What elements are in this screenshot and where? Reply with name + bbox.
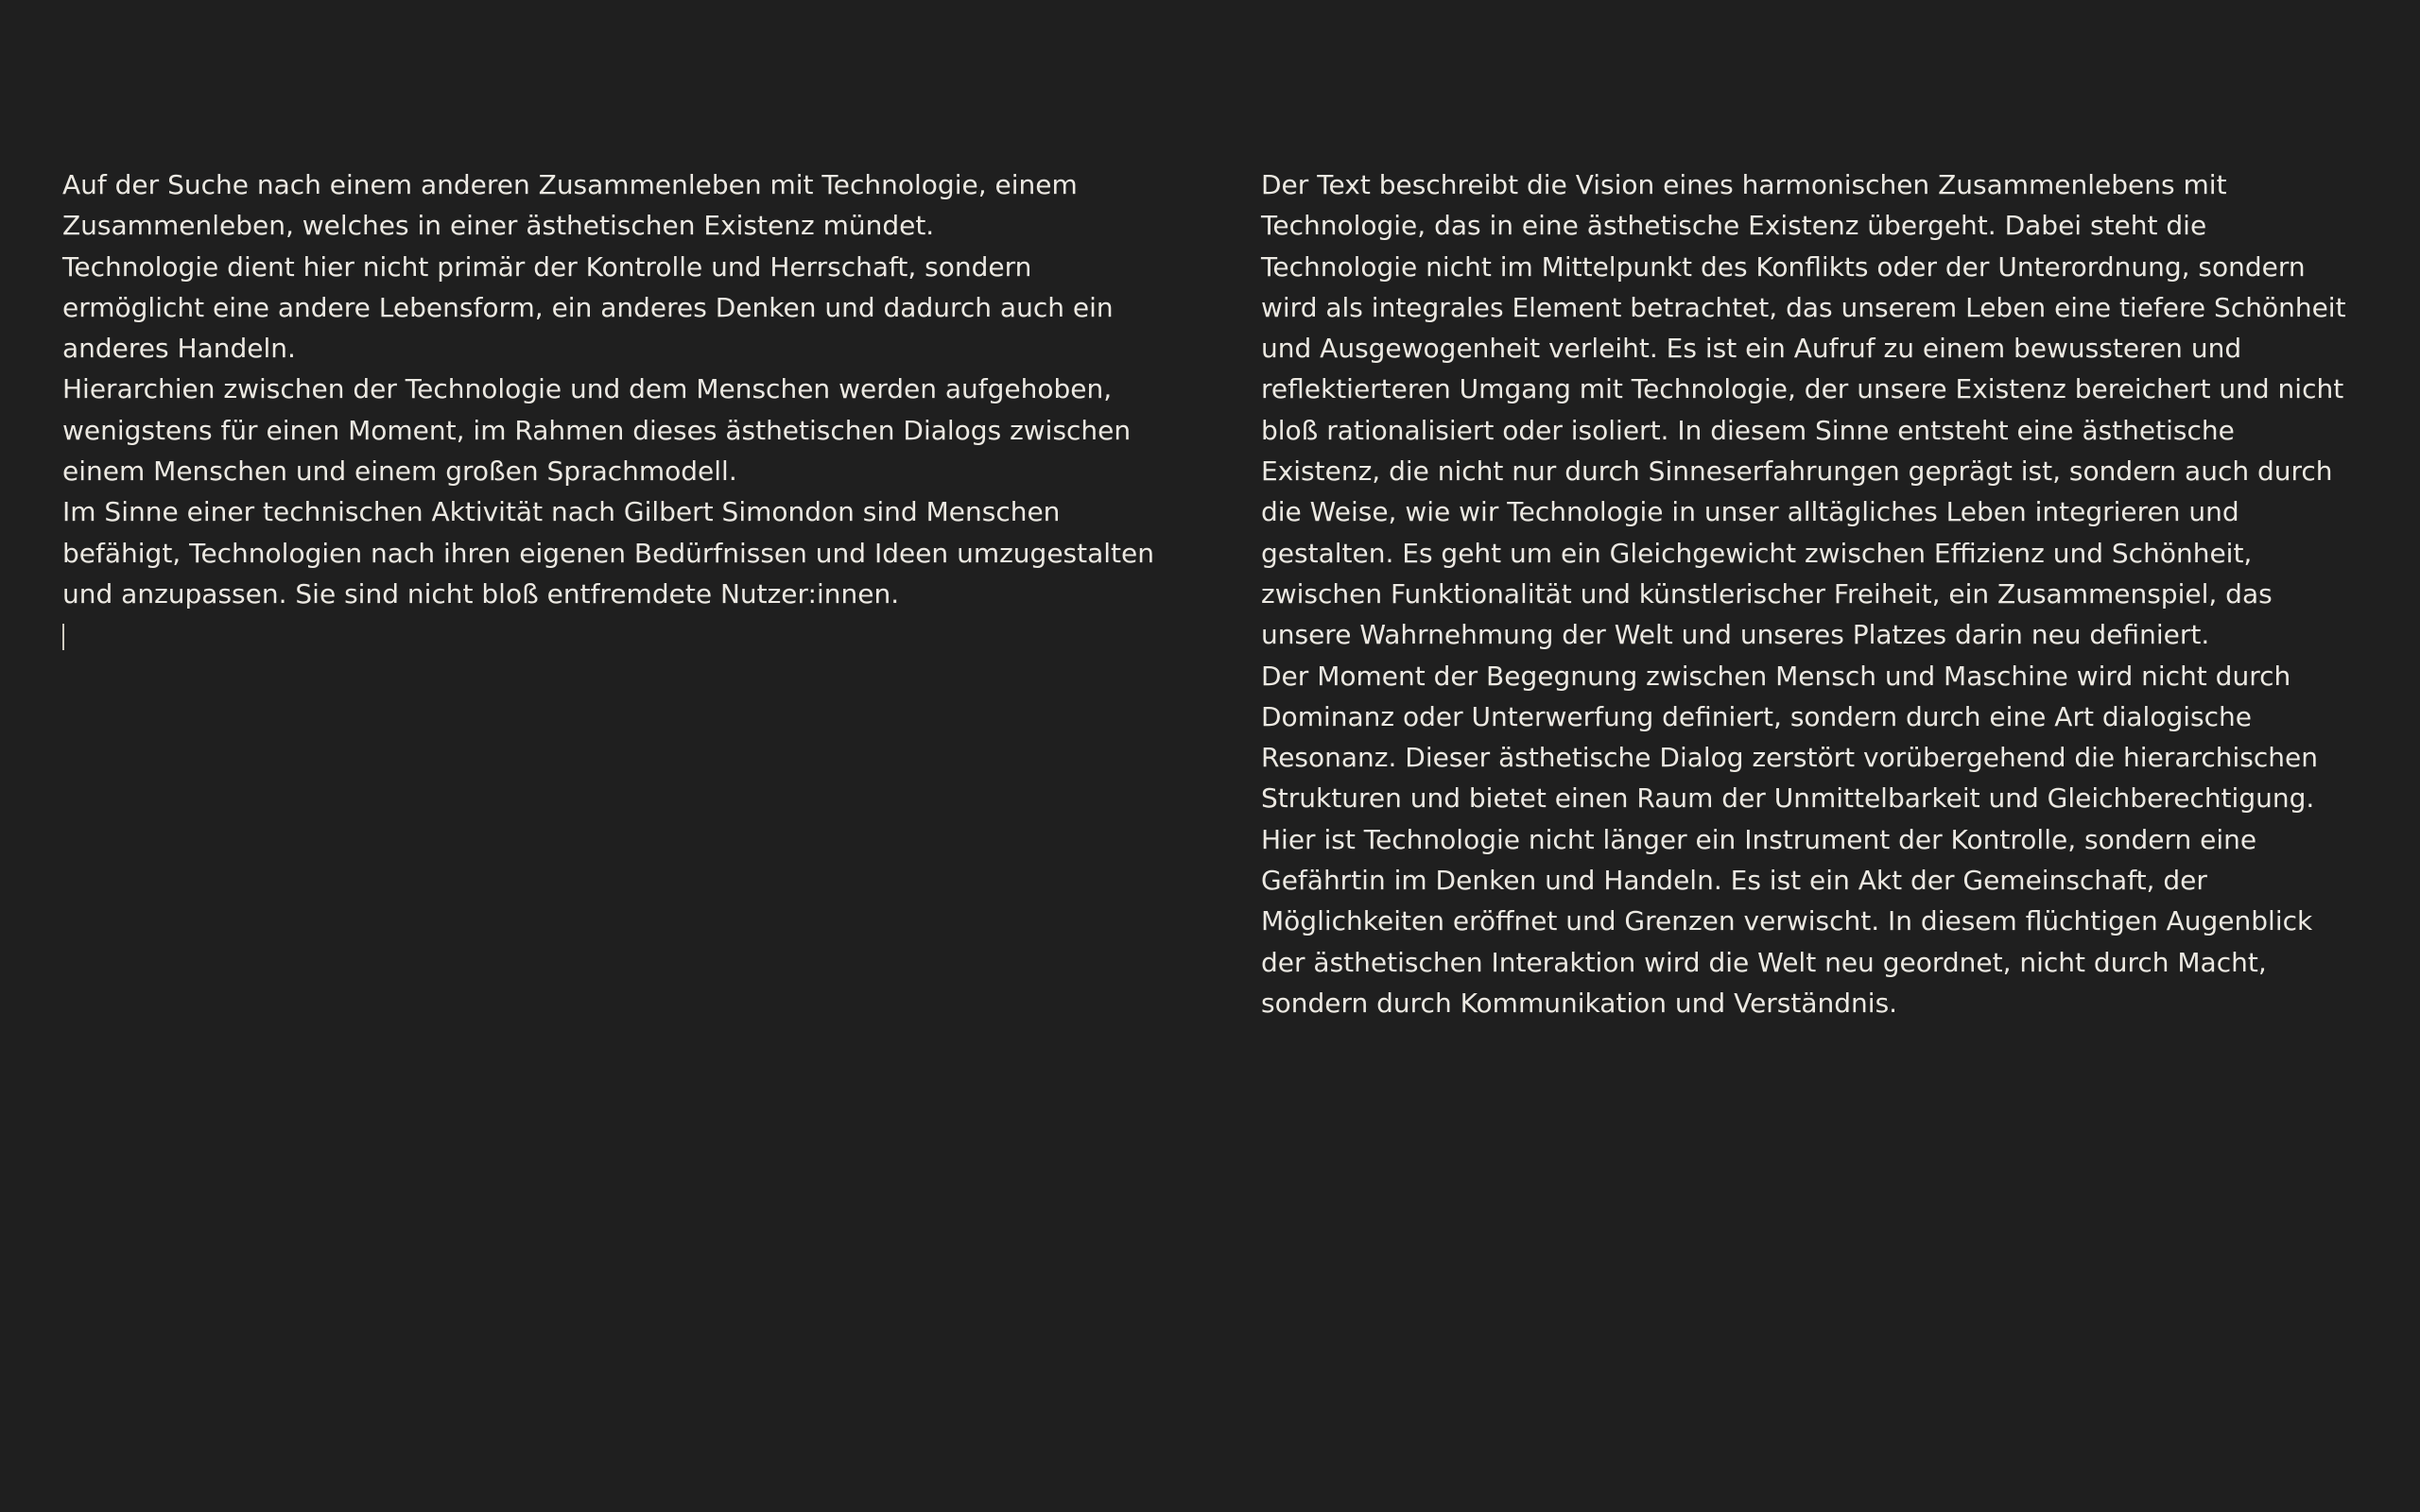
text-cursor — [62, 624, 64, 650]
left-paragraph-2: Technologie dient hier nicht primär der Kontrolle und Herrschaft, sondern ermöglicht eine andere Lebensform, ein anderes Denken und dadurch auch ein anderes Handeln. — [62, 250, 1114, 365]
right-paragraph-1: Der Text beschreibt die Vision eines harmonischen Zusammenlebens mit Technologie, das in eine ästhetische Existenz übergeht. Dabei steht die Technologie nicht im Mittelpunkt des Konflikts oder der Unterordnung, sondern wird als integrales Element betrachtet, das unserem Leben eine tiefere Schönheit und Ausgewogenheit verleiht. Es ist ein Aufruf zu einem bewussteren und reflektierteren Umgang mit Technologie, der unsere Existenz bereichert und nicht bloß rationalisiert oder isoliert. In diesem Sinne entsteht eine ästhetische Existenz, die nicht nur durch Sinneserfahrungen geprägt ist, sondern auch durch die Weise, wie wir Technologie in unser alltägliches Leben integrieren und gestalten. Es geht um ein Gleichgewicht zwischen Effizienz und Schönheit, zwischen Funktionalität und künstlerischer Freiheit, ein Zusammenspiel, das unsere Wahrnehmung der Welt und unseres Platzes darin neu definiert. — [1261, 169, 2346, 651]
left-paragraph-4: Im Sinne einer technischen Aktivität nach Gilbert Simondon sind Menschen befähigt, Technologien nach ihren eigenen Bedürfnissen und Ideen umzugestalten und anzupassen. Sie sind nicht bloß entfremdete Nutzer:innen. — [62, 496, 1154, 610]
left-paragraph-3: Hierarchien zwischen der Technologie und dem Menschen werden aufgehoben, wenigstens für einen Moment, im Rahmen dieses ästhetischen Dialogs zwischen einem Menschen und einem großen Sprachmodell. — [62, 373, 1132, 488]
left-paragraph-1: Auf der Suche nach einem anderen Zusammenleben mit Technologie, einem Zusammenleben, welches in einer ästhetischen Existenz mündet. — [62, 169, 1078, 242]
right-paragraph-2: Der Moment der Begegnung zwischen Mensch und Maschine wird nicht durch Dominanz oder Unterwerfung definiert, sondern durch eine Art dialogische Resonanz. Dieser ästhetische Dialog zerstört vorübergehend die hierarchischen Strukturen und bietet einen Raum der Unmittelbarkeit und Gleichberechtigung. Hier ist Technologie nicht länger ein Instrument der Kontrolle, sondern eine Gefährtin im Denken und Handeln. Es ist ein Akt der Gemeinschaft, der Möglichkeiten eröffnet und Grenzen verwischt. In diesem flüchtigen Augenblick der ästhetischen Interaktion wird die Welt neu geordnet, nicht durch Macht, sondern durch Kommunikation und Verständnis. — [1261, 660, 2318, 1019]
user-text-editor[interactable] — [62, 164, 1178, 650]
response-text-panel — [1261, 164, 2358, 1023]
